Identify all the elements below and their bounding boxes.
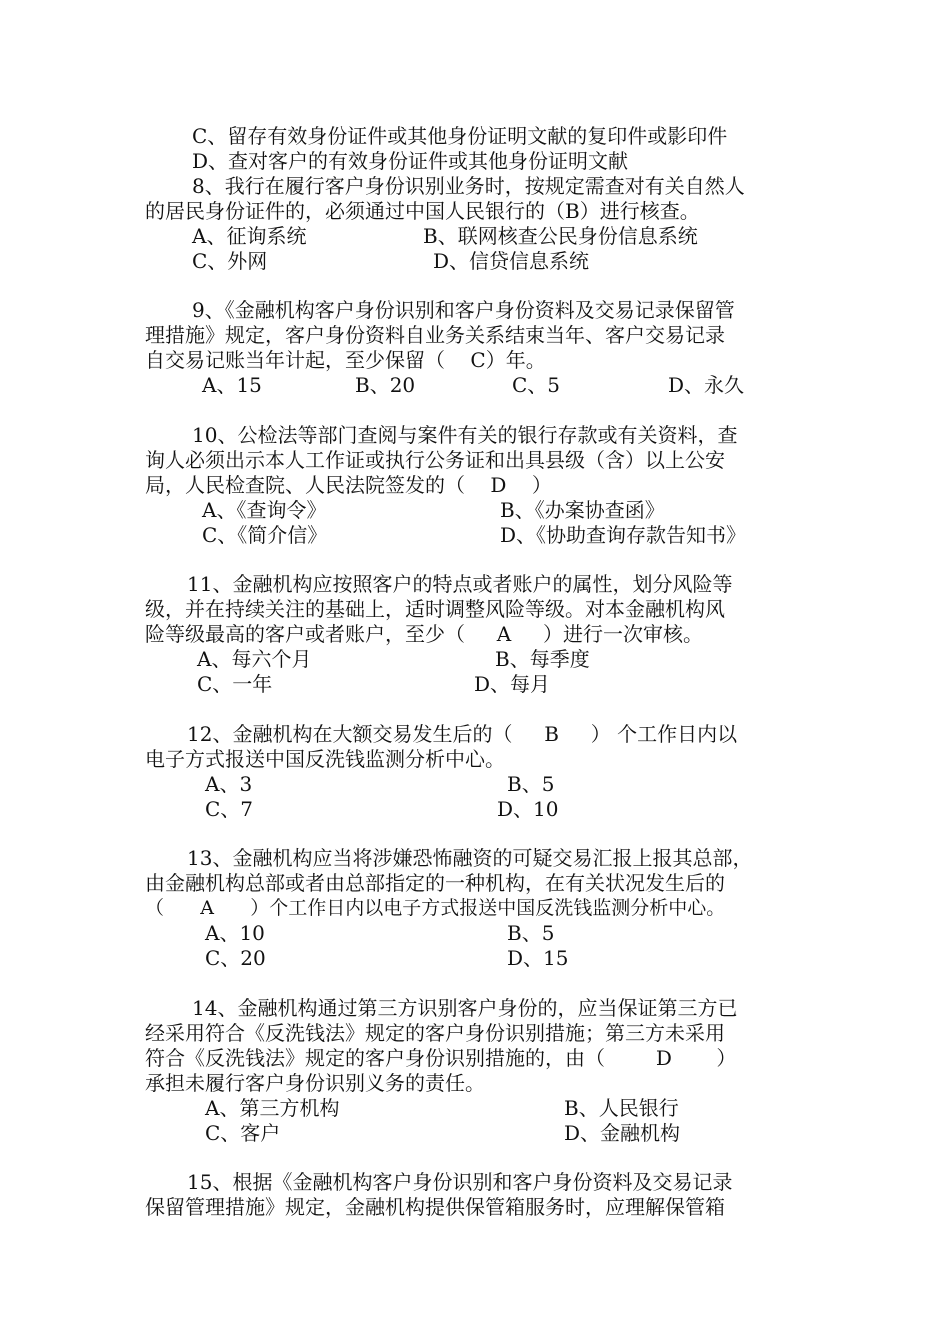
q10-text-line2: 询人必须出示本人工作证或执行公务证和出具县级（含）以上公安 xyxy=(145,448,725,472)
q14-text-line3: 符合《反洗钱法》规定的客户身份识别措施的，由（ D ） xyxy=(145,1046,737,1070)
q12-option-a: A、3 xyxy=(205,772,253,796)
q9-text-line3: 自交易记账当年计起，至少保留（ C）年。 xyxy=(145,348,546,372)
q14-text-line2: 经采用符合《反洗钱法》规定的客户身份识别措施；第三方未采用 xyxy=(145,1021,725,1045)
q10-option-c: C、《简介信》 xyxy=(202,523,328,547)
q12-text-line2: 电子方式报送中国反洗钱监测分析中心。 xyxy=(145,747,505,771)
q8-option-b: B、联网核查公民身份信息系统 xyxy=(423,224,698,248)
q14-option-b: B、人民银行 xyxy=(564,1096,679,1120)
q9-option-c: C、5 xyxy=(512,373,561,397)
q8-text-line1: 8、我行在履行客户身份识别业务时，按规定需查对有关自然人 xyxy=(192,174,745,198)
q9-option-d: D、永久 xyxy=(668,373,745,397)
q9-option-b: B、20 xyxy=(355,373,416,397)
q11-text-line3: 险等级最高的客户或者账户，至少（ A ）进行一次审核。 xyxy=(145,622,704,646)
q12-option-d: D、10 xyxy=(497,797,559,821)
q10-option-b: B、《办案协查函》 xyxy=(500,498,665,522)
q10-text-line3: 局，人民检查院、人民法院签发的（ D ） xyxy=(145,473,552,497)
q11-option-c: C、一年 xyxy=(197,672,273,696)
q8-option-d: D、信贷信息系统 xyxy=(433,249,590,273)
q11-option-b: B、每季度 xyxy=(495,647,590,671)
q10-option-a: A、《查询令》 xyxy=(202,498,327,522)
q9-option-a: A、15 xyxy=(202,373,262,397)
q13-option-a: A、10 xyxy=(205,921,265,945)
q14-option-d: D、金融机构 xyxy=(564,1121,681,1145)
q9-text-line2: 理措施》规定，客户身份资料自业务关系结束当年、客户交易记录 xyxy=(145,323,725,347)
q11-text-line1: 11、金融机构应按照客户的特点或者账户的属性，划分风险等 xyxy=(187,572,733,596)
q12-option-b: B、5 xyxy=(507,772,555,796)
q13-option-c: C、20 xyxy=(205,946,266,970)
q7-option-d: D、查对客户的有效身份证件或其他身份证明文献 xyxy=(192,149,629,173)
q11-option-a: A、每六个月 xyxy=(197,647,312,671)
q13-text-line3: （ A ）个工作日内以电子方式报送中国反洗钱监测分析中心。 xyxy=(145,897,726,919)
q8-option-c: C、外网 xyxy=(192,249,268,273)
q7-option-c: C、留存有效身份证件或其他身份证明文献的复印件或影印件 xyxy=(192,124,728,148)
q14-text-line1: 14、金融机构通过第三方识别客户身份的，应当保证第三方已 xyxy=(192,996,738,1020)
q13-option-d: D、15 xyxy=(507,946,569,970)
q11-option-d: D、每月 xyxy=(474,672,551,696)
q9-text-line1: 9、《金融机构客户身份识别和客户身份资料及交易记录保留管 xyxy=(192,298,735,322)
q15-text-line2: 保留管理措施》规定，金融机构提供保管箱服务时，应理解保管箱 xyxy=(145,1195,725,1219)
q8-text-line2: 的居民身份证件的，必须通过中国人民银行的（B）进行核查。 xyxy=(145,199,700,223)
q13-text-line2: 由金融机构总部或者由总部指定的一种机构，在有关状况发生后的 xyxy=(145,871,725,895)
q11-text-line2: 级，并在持续关注的基础上，适时调整风险等级。对本金融机构风 xyxy=(145,597,725,621)
q13-text-line1: 13、金融机构应当将涉嫌恐怖融资的可疑交易汇报上报其总部， xyxy=(187,846,753,870)
q8-option-a: A、征询系统 xyxy=(192,224,307,248)
q14-option-c: C、客户 xyxy=(205,1121,281,1145)
q13-option-b: B、5 xyxy=(507,921,555,945)
q10-text-line1: 10、公检法等部门查阅与案件有关的银行存款或有关资料，查 xyxy=(192,423,738,447)
q14-option-a: A、第三方机构 xyxy=(205,1096,340,1120)
q12-text-line1: 12、金融机构在大额交易发生后的（ B ） 个工作日内以 xyxy=(187,722,738,746)
q15-text-line1: 15、根据《金融机构客户身份识别和客户身份资料及交易记录 xyxy=(187,1170,733,1194)
q14-text-line4: 承担未履行客户身份识别义务的责任。 xyxy=(145,1071,485,1095)
q10-option-d: D、《协助查询存款告知书》 xyxy=(500,523,747,547)
q12-option-c: C、7 xyxy=(205,797,254,821)
